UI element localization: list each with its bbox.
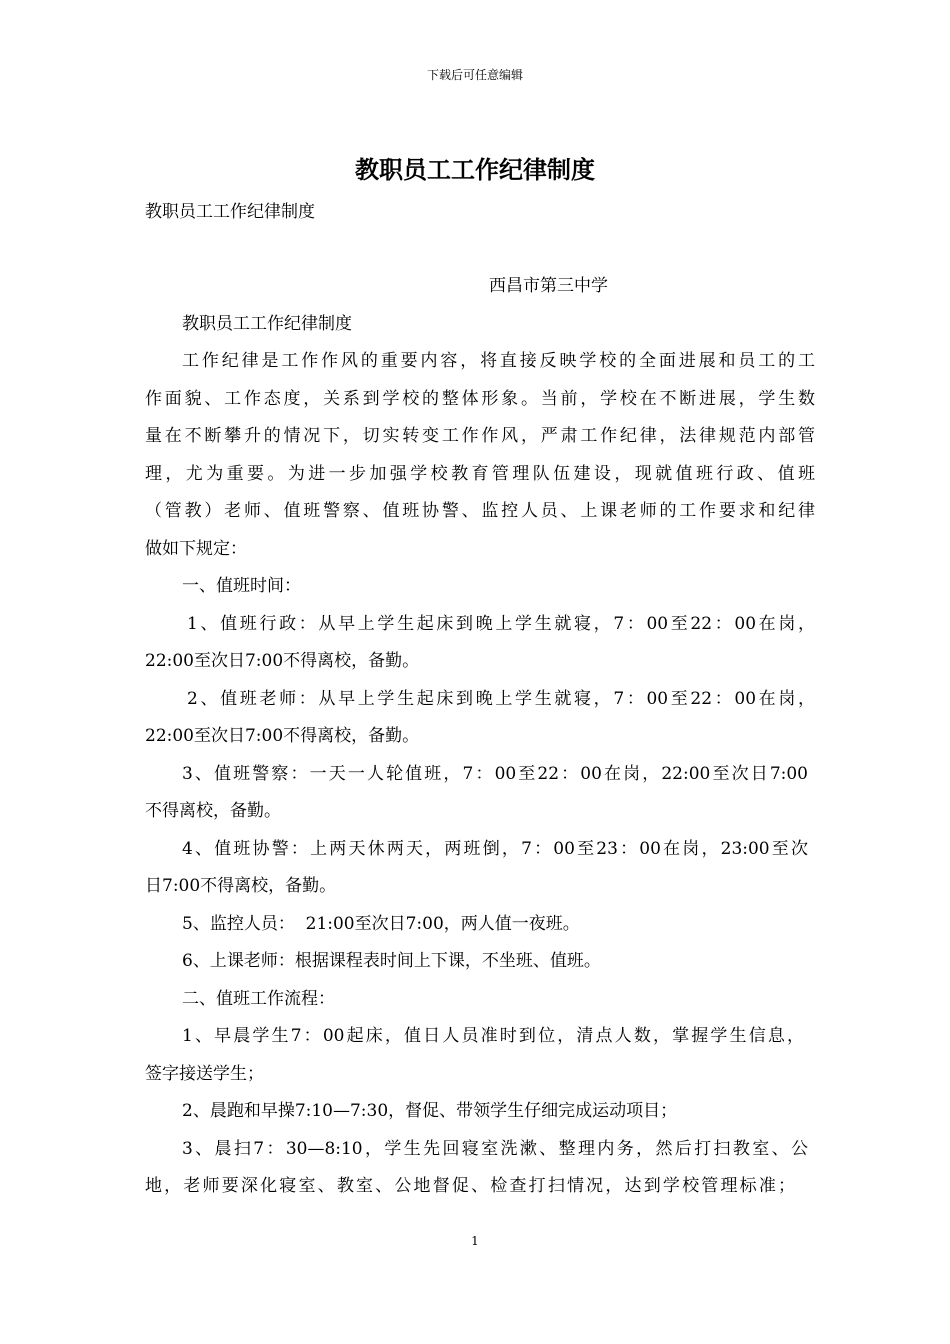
paragraph-line: 3、值班警察：一天一人轮值班，7：00至22：00在岗，22:00至次日7:00 (182, 764, 808, 784)
school-name: 西昌市第三中学 (489, 276, 608, 296)
paragraph-line: （管教）老师、值班警察、值班协警、监控人员、上课老师的工作要求和纪律 (145, 501, 815, 521)
paragraph-line: 日7:00不得离校，备勤。 (145, 876, 337, 896)
page-header: 下载后可任意编辑 (426, 68, 523, 82)
paragraph-line: 3、晨扫7：30—8:10，学生先回寝室洗漱、整理内务，然后打扫教室、公 (182, 1139, 808, 1159)
paragraph-line: 不得离校，备勤。 (145, 801, 281, 821)
paragraph-line: 做如下规定： (145, 539, 247, 559)
section-heading: 教职员工工作纪律制度 (182, 314, 352, 334)
paragraph-line: 1、值班行政：从早上学生起床到晚上学生就寝，7：00至22：00在岗， (187, 614, 815, 634)
paragraph-line: 作面貌、工作态度，关系到学校的整体形象。当前，学校在不断进展，学生数 (145, 389, 815, 409)
paragraph-line: 4、值班协警：上两天休两天，两班倒，7：00至23：00在岗，23:00至次 (182, 839, 808, 859)
paragraph-line: 6、上课老师：根据课程表时间上下课，不坐班、值班。 (182, 951, 601, 971)
paragraph-line: 量在不断攀升的情况下，切实转变工作作风，严肃工作纪律，法律规范内部管 (145, 426, 815, 446)
subtitle-line: 教职员工工作纪律制度 (145, 202, 315, 222)
paragraph-line: 工作纪律是工作作风的重要内容，将直接反映学校的全面进展和员工的工 (182, 351, 815, 371)
page-number: 1 (471, 1234, 479, 1248)
paragraph-line: 2、晨跑和早操7:10—7:30，督促、带领学生仔细完成运动项目； (182, 1101, 678, 1121)
section-heading: 一、值班时间： (182, 576, 301, 596)
section-heading: 二、值班工作流程： (182, 989, 335, 1009)
paragraph-line: 22:00至次日7:00不得离校，备勤。 (145, 651, 420, 671)
paragraph-line: 5、监控人员： 21:00至次日7:00，两人值一夜班。 (182, 914, 580, 934)
paragraph-line: 签字接送学生； (145, 1064, 264, 1084)
paragraph-line: 1、早晨学生7：00起床，值日人员准时到位，清点人数，掌握学生信息， (182, 1026, 804, 1046)
paragraph-line: 2、值班老师：从早上学生起床到晚上学生就寝，7：00至22：00在岗， (187, 689, 815, 709)
paragraph-line: 地，老师要深化寝室、教室、公地督促、检查打扫情况，达到学校管理标准； (145, 1176, 795, 1196)
paragraph-line: 理，尤为重要。为进一步加强学校教育管理队伍建设，现就值班行政、值班 (145, 464, 815, 484)
document-title: 教职员工工作纪律制度 (355, 156, 595, 184)
paragraph-line: 22:00至次日7:00不得离校，备勤。 (145, 726, 420, 746)
